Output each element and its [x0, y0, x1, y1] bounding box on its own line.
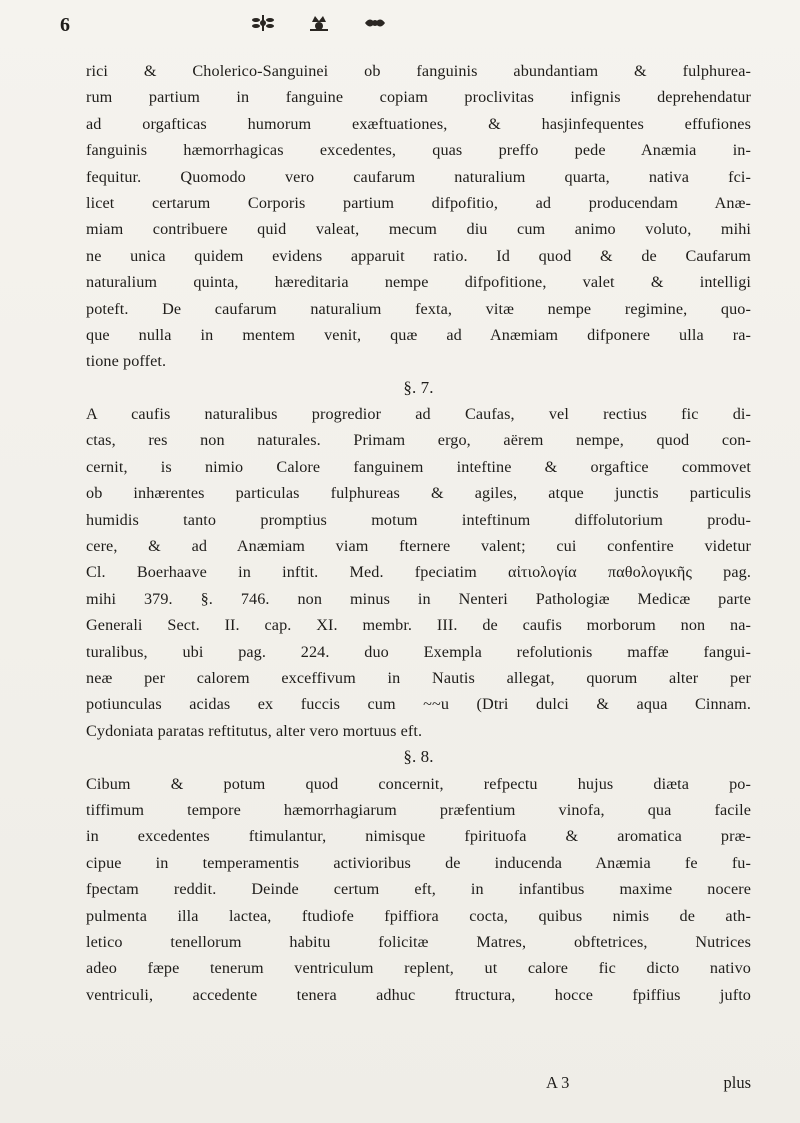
- section-heading-8: §. 8.: [403, 747, 434, 767]
- floral-ornament-icon: [250, 14, 276, 32]
- text-line: fanguinis hæmorrhagicas excedentes, quas preffo pede Anæmia in-: [86, 141, 751, 160]
- text-line: ad orgafticas humorum exæftuationes, & hasjinfequentes effufiones: [86, 114, 751, 133]
- text-line: Cl. Boerhaave in inftit. Med. fpeciatim αἰτιολογία παθολογικῆς pag.: [86, 563, 751, 582]
- catchword: plus: [723, 1073, 751, 1092]
- text-line: tiffimum tempore hæmorrhagiarum præfentium vinofa, qua facile: [86, 800, 751, 819]
- page-number: 6: [60, 14, 70, 36]
- header-ornaments: [250, 14, 388, 32]
- signature-mark: A 3: [546, 1073, 570, 1092]
- text-line: humidis tanto promptius motum inteftinum diffolutorium produ-: [86, 510, 751, 529]
- text-line: que nulla in mentem venit, quæ ad Anæmiam difponere ulla ra-: [86, 325, 751, 344]
- text-line: cipue in temperamentis activioribus de inducenda Anæmia fe fu-: [86, 853, 751, 872]
- text-line: potiunculas acidas ex fuccis cum ~~u (Dtri dulci & aqua Cinnam.: [86, 695, 751, 714]
- text-line: adeo fæpe tenerum ventriculum replent, ut calore fic dicto nativo: [86, 959, 751, 978]
- section-heading-7: §. 7.: [403, 377, 434, 397]
- text-line: rum partium in fanguine copiam proclivitas infignis deprehendatur: [86, 88, 751, 107]
- text-line: cere, & ad Anæmiam viam fternere valent; cui confentire videtur: [86, 537, 751, 556]
- body-text: [86, 58, 751, 1008]
- text-line: ctas, res non naturales. Primam ergo, aërem nempe, quod con-: [86, 431, 751, 450]
- text-line: mihi 379. §. 746. non minus in Nenteri Pathologiæ Medicæ parte: [86, 589, 751, 608]
- text-line: cernit, is nimio Calore fanguinem inteftine & orgaftice commovet: [86, 457, 751, 476]
- text-line: miam contribuere quid valeat, mecum diu cum animo voluto, mihi: [86, 220, 751, 239]
- text-line: naturalium quinta, hæreditaria nempe difpofitione, valet & intelligi: [86, 273, 751, 292]
- text-line: A caufis naturalibus progredior ad Caufas, vel rectius fic di-: [86, 405, 751, 424]
- page-footer: [86, 1073, 751, 1099]
- text-line: poteft. De caufarum naturalium fexta, vitæ nempe regimine, quo-: [86, 299, 751, 318]
- text-line: in excedentes ftimulantur, nimisque fpirituofa & aromatica præ-: [86, 827, 751, 846]
- text-line: pulmenta illa lactea, ftudiofe fpiffiora cocta, quibus nimis de ath-: [86, 906, 751, 925]
- text-line: Cydoniata paratas reftitutus, alter vero mortuus eft.: [86, 721, 423, 740]
- text-line: ventriculi, accedente tenera adhuc ftructura, hocce fpiffius jufto: [86, 985, 751, 1004]
- text-line: turalibus, ubi pag. 224. duo Exempla refolutionis maffæ fangui-: [86, 642, 751, 661]
- text-line: ob inhærentes particulas fulphureas & agiles, atque junctis particulis: [86, 484, 751, 503]
- crowned-ornament-icon: [306, 14, 332, 32]
- text-line: letico tenellorum habitu folicitæ Matres, obftetrices, Nutrices: [86, 932, 751, 951]
- text-line: Cibum & potum quod concernit, refpectu hujus diæta po-: [86, 774, 751, 793]
- text-line: fpectam reddit. Deinde certum eft, in infantibus maxime nocere: [86, 880, 751, 899]
- text-line: ne unica quidem evidens apparuit ratio. Id quod & de Caufarum: [86, 246, 751, 265]
- text-line: fequitur. Quomodo vero caufarum naturalium quarta, nativa fci-: [86, 167, 751, 186]
- text-line: Generali Sect. II. cap. XI. membr. III. de caufis morborum non na-: [86, 616, 751, 635]
- page-header: [60, 12, 740, 42]
- floral-ornament-icon: [362, 14, 388, 32]
- text-line: rici & Cholerico-Sanguinei ob fanguinis abundantiam & fulphurea-: [86, 62, 751, 80]
- text-line: licet certarum Corporis partium difpofitio, ad producendam Anæ-: [86, 193, 751, 212]
- text-line: neæ per calorem exceffivum in Nautis allegat, quorum alter per: [86, 668, 751, 687]
- text-line: tione poffet.: [86, 352, 167, 371]
